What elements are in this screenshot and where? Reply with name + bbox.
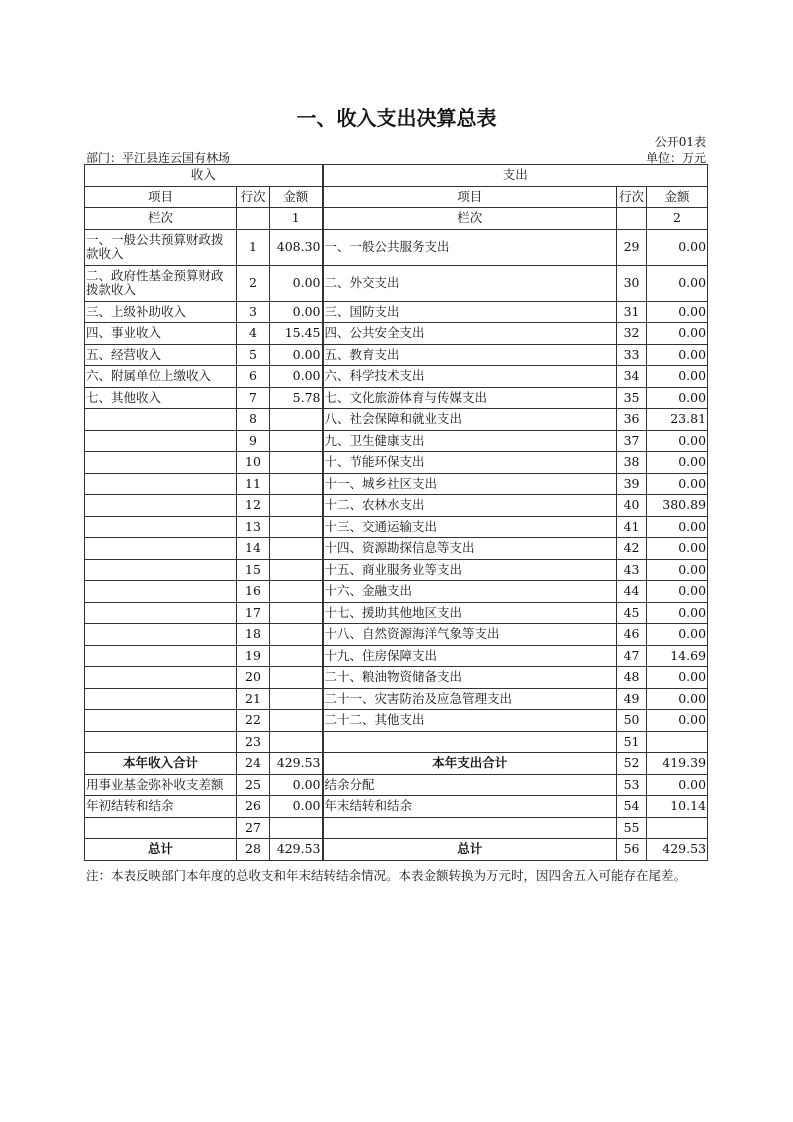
income-item <box>85 624 237 646</box>
expense-line: 39 <box>617 473 647 495</box>
expense-item: 十三、交通运输支出 <box>323 516 617 538</box>
income-line: 25 <box>237 774 270 796</box>
expense-item: 八、社会保障和就业支出 <box>323 409 617 431</box>
income-amount <box>270 710 323 732</box>
table-row <box>85 473 708 495</box>
expense-amount: 0.00 <box>647 366 708 388</box>
column-label: 栏次 <box>323 208 617 230</box>
table-row <box>85 774 708 796</box>
income-line: 9 <box>237 430 270 452</box>
col-amount: 金额 <box>647 186 708 208</box>
expense-line: 49 <box>617 688 647 710</box>
income-amount <box>270 430 323 452</box>
income-amount <box>270 516 323 538</box>
expense-line: 43 <box>617 559 647 581</box>
expense-col-number: 2 <box>647 208 708 230</box>
income-item: 用事业基金弥补收支差额 <box>85 774 237 796</box>
table-row <box>85 602 708 624</box>
expense-item: 本年支出合计 <box>323 753 617 775</box>
expense-amount: 0.00 <box>647 559 708 581</box>
income-item: 二、政府性基金预算财政拨款收入 <box>85 265 237 301</box>
expense-item: 三、国防支出 <box>323 301 617 323</box>
expense-line: 30 <box>617 265 647 301</box>
income-amount <box>270 538 323 560</box>
expense-line: 42 <box>617 538 647 560</box>
table-row <box>85 516 708 538</box>
table-row <box>85 581 708 603</box>
income-line: 12 <box>237 495 270 517</box>
income-item <box>85 516 237 538</box>
income-header: 收入 <box>85 165 323 187</box>
expense-line: 41 <box>617 516 647 538</box>
income-amount <box>270 624 323 646</box>
income-amount <box>270 473 323 495</box>
expense-amount: 0.00 <box>647 452 708 474</box>
expense-amount: 0.00 <box>647 667 708 689</box>
income-amount: 0.00 <box>270 265 323 301</box>
income-line: 19 <box>237 645 270 667</box>
income-line: 17 <box>237 602 270 624</box>
expense-item: 总计 <box>323 839 617 861</box>
income-line: 23 <box>237 731 270 753</box>
expense-item: 十五、商业服务业等支出 <box>323 559 617 581</box>
income-line: 1 <box>237 229 270 265</box>
expense-amount <box>647 817 708 839</box>
expense-line: 32 <box>617 323 647 345</box>
expense-amount: 0.00 <box>647 344 708 366</box>
income-item <box>85 602 237 624</box>
expense-item: 一、一般公共服务支出 <box>323 229 617 265</box>
col-amount: 金额 <box>270 186 323 208</box>
income-amount <box>270 452 323 474</box>
expense-amount: 0.00 <box>647 774 708 796</box>
table-row <box>85 495 708 517</box>
income-item: 年初结转和结余 <box>85 796 237 818</box>
income-amount: 5.78 <box>270 387 323 409</box>
income-line: 22 <box>237 710 270 732</box>
table-row <box>85 817 708 839</box>
income-line: 8 <box>237 409 270 431</box>
table-row <box>85 344 708 366</box>
expense-line: 50 <box>617 710 647 732</box>
income-amount: 0.00 <box>270 796 323 818</box>
income-item <box>85 731 237 753</box>
income-line: 26 <box>237 796 270 818</box>
expense-line: 33 <box>617 344 647 366</box>
expense-item: 九、卫生健康支出 <box>323 430 617 452</box>
expense-line: 35 <box>617 387 647 409</box>
expense-amount: 0.00 <box>647 473 708 495</box>
income-item: 总计 <box>85 839 237 861</box>
table-row <box>85 387 708 409</box>
expense-item <box>323 817 617 839</box>
summary-table <box>84 164 708 861</box>
expense-amount: 14.69 <box>647 645 708 667</box>
income-line: 24 <box>237 753 270 775</box>
income-line: 13 <box>237 516 270 538</box>
income-line: 28 <box>237 839 270 861</box>
expense-item: 七、文化旅游体育与传媒支出 <box>323 387 617 409</box>
footnote: 注：本表反映部门本年度的总收支和年末结转结余情况。本表金额转换为万元时，因四舍五入可能存在尾差。 <box>86 868 687 883</box>
expense-item: 二十二、其他支出 <box>323 710 617 732</box>
expense-item: 十一、城乡社区支出 <box>323 473 617 495</box>
expense-line: 55 <box>617 817 647 839</box>
income-amount <box>270 495 323 517</box>
expense-line: 37 <box>617 430 647 452</box>
income-line: 14 <box>237 538 270 560</box>
income-amount: 0.00 <box>270 774 323 796</box>
expense-amount: 0.00 <box>647 581 708 603</box>
table-row <box>85 839 708 861</box>
income-item <box>85 430 237 452</box>
expense-item: 二十一、灾害防治及应急管理支出 <box>323 688 617 710</box>
income-item <box>85 710 237 732</box>
expense-line: 56 <box>617 839 647 861</box>
table-row <box>85 624 708 646</box>
expense-line: 51 <box>617 731 647 753</box>
income-line: 11 <box>237 473 270 495</box>
expense-item: 六、科学技术支出 <box>323 366 617 388</box>
income-item <box>85 688 237 710</box>
income-amount: 0.00 <box>270 301 323 323</box>
expense-amount: 0.00 <box>647 265 708 301</box>
income-amount: 429.53 <box>270 753 323 775</box>
expense-item: 十八、自然资源海洋气象等支出 <box>323 624 617 646</box>
table-row <box>85 301 708 323</box>
table-row <box>85 452 708 474</box>
income-line: 18 <box>237 624 270 646</box>
col-item: 项目 <box>323 186 617 208</box>
expense-header: 支出 <box>323 165 708 187</box>
expense-line: 52 <box>617 753 647 775</box>
expense-item: 十六、金融支出 <box>323 581 617 603</box>
income-amount: 408.30 <box>270 229 323 265</box>
expense-item: 十四、资源勘探信息等支出 <box>323 538 617 560</box>
income-line: 2 <box>237 265 270 301</box>
expense-amount: 0.00 <box>647 710 708 732</box>
income-line: 7 <box>237 387 270 409</box>
income-item <box>85 409 237 431</box>
income-amount <box>270 731 323 753</box>
expense-line: 38 <box>617 452 647 474</box>
income-item: 六、附属单位上缴收入 <box>85 366 237 388</box>
income-item <box>85 581 237 603</box>
expense-item: 年末结转和结余 <box>323 796 617 818</box>
expense-item: 四、公共安全支出 <box>323 323 617 345</box>
expense-item: 十二、农林水支出 <box>323 495 617 517</box>
expense-line: 31 <box>617 301 647 323</box>
income-line: 15 <box>237 559 270 581</box>
table-row <box>85 229 708 265</box>
expense-line: 45 <box>617 602 647 624</box>
expense-amount: 0.00 <box>647 516 708 538</box>
income-item: 一、一般公共预算财政拨款收入 <box>85 229 237 265</box>
expense-amount: 419.39 <box>647 753 708 775</box>
income-amount <box>270 581 323 603</box>
expense-item: 五、教育支出 <box>323 344 617 366</box>
table-row <box>85 366 708 388</box>
income-line: 21 <box>237 688 270 710</box>
table-row <box>85 538 708 560</box>
column-label: 栏次 <box>85 208 237 230</box>
income-line: 3 <box>237 301 270 323</box>
table-row <box>85 323 708 345</box>
table-row <box>85 796 708 818</box>
expense-item: 结余分配 <box>323 774 617 796</box>
expense-line: 48 <box>617 667 647 689</box>
table-row <box>85 645 708 667</box>
income-item <box>85 538 237 560</box>
income-amount <box>270 817 323 839</box>
expense-item: 二十、粮油物资储备支出 <box>323 667 617 689</box>
expense-amount: 429.53 <box>647 839 708 861</box>
income-amount <box>270 559 323 581</box>
income-item: 四、事业收入 <box>85 323 237 345</box>
col-line: 行次 <box>617 186 647 208</box>
col-item: 项目 <box>85 186 237 208</box>
expense-item <box>323 731 617 753</box>
income-item: 七、其他收入 <box>85 387 237 409</box>
income-line: 6 <box>237 366 270 388</box>
expense-line: 40 <box>617 495 647 517</box>
income-amount <box>270 688 323 710</box>
expense-amount: 23.81 <box>647 409 708 431</box>
table-row <box>85 667 708 689</box>
income-item <box>85 645 237 667</box>
income-item: 五、经营收入 <box>85 344 237 366</box>
table-row <box>85 710 708 732</box>
income-amount <box>270 602 323 624</box>
income-amount <box>270 409 323 431</box>
department: 部门：平江县连云国有林场 <box>86 151 231 165</box>
table-row <box>85 753 708 775</box>
expense-item: 十七、援助其他地区支出 <box>323 602 617 624</box>
page-title: 一、收入支出决算总表 <box>296 106 497 130</box>
expense-amount: 0.00 <box>647 387 708 409</box>
expense-line: 47 <box>617 645 647 667</box>
expense-item: 二、外交支出 <box>323 265 617 301</box>
expense-line: 44 <box>617 581 647 603</box>
income-amount <box>270 667 323 689</box>
expense-amount: 0.00 <box>647 624 708 646</box>
income-col-number: 1 <box>270 208 323 230</box>
table-row <box>85 559 708 581</box>
table-row <box>85 688 708 710</box>
table-row <box>85 409 708 431</box>
table-row <box>85 430 708 452</box>
income-line: 10 <box>237 452 270 474</box>
expense-amount <box>647 731 708 753</box>
expense-item: 十、节能环保支出 <box>323 452 617 474</box>
income-line: 27 <box>237 817 270 839</box>
income-amount: 0.00 <box>270 344 323 366</box>
unit: 单位：万元 <box>645 151 706 165</box>
expense-amount: 380.89 <box>647 495 708 517</box>
table-row <box>85 265 708 301</box>
expense-amount: 0.00 <box>647 538 708 560</box>
income-line: 4 <box>237 323 270 345</box>
expense-line: 46 <box>617 624 647 646</box>
income-item <box>85 667 237 689</box>
expense-line: 53 <box>617 774 647 796</box>
expense-amount: 0.00 <box>647 323 708 345</box>
income-item <box>85 495 237 517</box>
income-amount: 0.00 <box>270 366 323 388</box>
income-amount: 429.53 <box>270 839 323 861</box>
form-code: 公开01表 <box>654 135 706 149</box>
income-amount: 15.45 <box>270 323 323 345</box>
expense-line: 29 <box>617 229 647 265</box>
expense-line: 54 <box>617 796 647 818</box>
income-line: 16 <box>237 581 270 603</box>
income-item: 三、上级补助收入 <box>85 301 237 323</box>
col-line: 行次 <box>237 186 270 208</box>
income-item <box>85 473 237 495</box>
income-amount <box>270 645 323 667</box>
expense-amount: 0.00 <box>647 229 708 265</box>
expense-amount: 10.14 <box>647 796 708 818</box>
income-line: 20 <box>237 667 270 689</box>
income-item <box>85 817 237 839</box>
income-item <box>85 559 237 581</box>
expense-amount: 0.00 <box>647 602 708 624</box>
expense-item: 十九、住房保障支出 <box>323 645 617 667</box>
expense-amount: 0.00 <box>647 301 708 323</box>
expense-amount: 0.00 <box>647 688 708 710</box>
expense-line: 36 <box>617 409 647 431</box>
income-line: 5 <box>237 344 270 366</box>
expense-line: 34 <box>617 366 647 388</box>
expense-amount: 0.00 <box>647 430 708 452</box>
income-item: 本年收入合计 <box>85 753 237 775</box>
table-row <box>85 731 708 753</box>
income-item <box>85 452 237 474</box>
